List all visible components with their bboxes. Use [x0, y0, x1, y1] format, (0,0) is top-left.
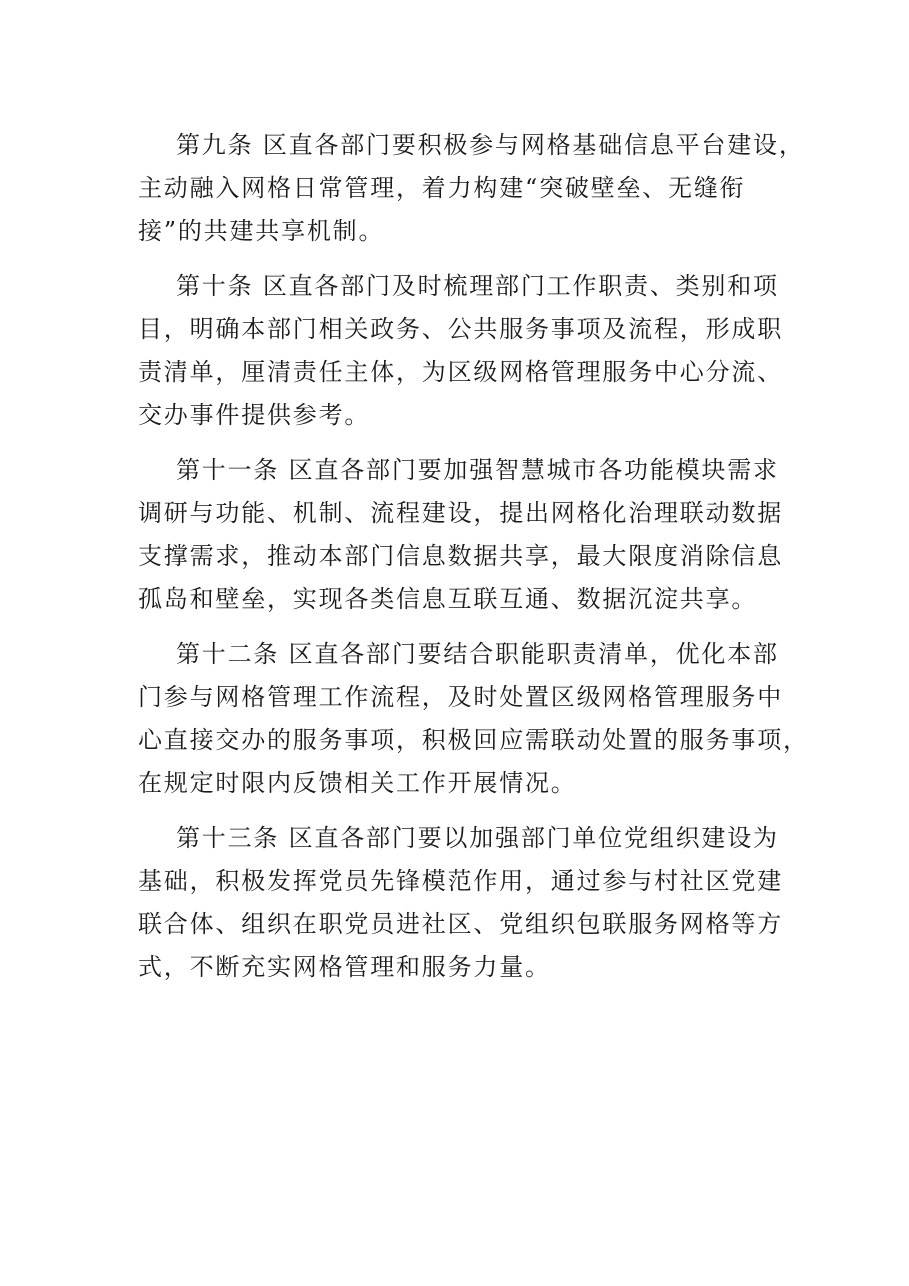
article-line: 心直接交办的服务事项，积极回应需联动处置的服务事项， [138, 726, 809, 754]
article-line: 第十二条 区直各部门要结合职能职责清单，优化本部 [176, 640, 779, 668]
article-line: 孤岛和壁垒，实现各类信息互联互通、数据沉淀共享。 [138, 585, 758, 613]
article-line: 第十条 区直各部门及时梳理部门工作职责、类别和项 [176, 272, 779, 300]
document-body [138, 124, 809, 1001]
article-line: 接”的共建共享机制。 [138, 217, 385, 245]
article-line: 交办事件提供参考。 [138, 401, 371, 429]
article-line: 基础，积极发挥党员先锋模范作用，通过参与村社区党建 [138, 867, 783, 895]
article-line: 目，明确本部门相关政务、公共服务事项及流程，形成职 [138, 315, 783, 343]
article-line: 联合体、组织在职党员进社区、党组织包联服务网格等方 [138, 910, 783, 938]
article-line: 第十三条 区直各部门要以加强部门单位党组织建设为 [176, 824, 779, 852]
article-line: 式，不断充实网格管理和服务力量。 [138, 953, 551, 981]
article-9 [138, 124, 805, 253]
article-line: 第十一条 区直各部门要加强智慧城市各功能模块需求 [176, 456, 779, 484]
article-line: 门参与网格管理工作流程，及时处置区级网格管理服务中 [138, 683, 783, 711]
article-line: 在规定时限内反馈相关工作开展情况。 [138, 769, 577, 797]
article-line: 主动融入网格日常管理，着力构建“突破壁垒、无缝衔 [138, 174, 746, 202]
article-line: 责清单，厘清责任主体，为区级网格管理服务中心分流、 [138, 358, 783, 386]
article-line: 第九条 区直各部门要积极参与网格基础信息平台建设， [176, 131, 805, 159]
article-line: 支撑需求，推动本部门信息数据共享，最大限度消除信息 [138, 542, 783, 570]
article-10 [138, 265, 783, 437]
article-13 [138, 817, 783, 989]
article-11 [138, 449, 783, 621]
article-line: 调研与功能、机制、流程建设，提出网格化治理联动数据 [138, 499, 783, 527]
article-12 [138, 633, 809, 805]
